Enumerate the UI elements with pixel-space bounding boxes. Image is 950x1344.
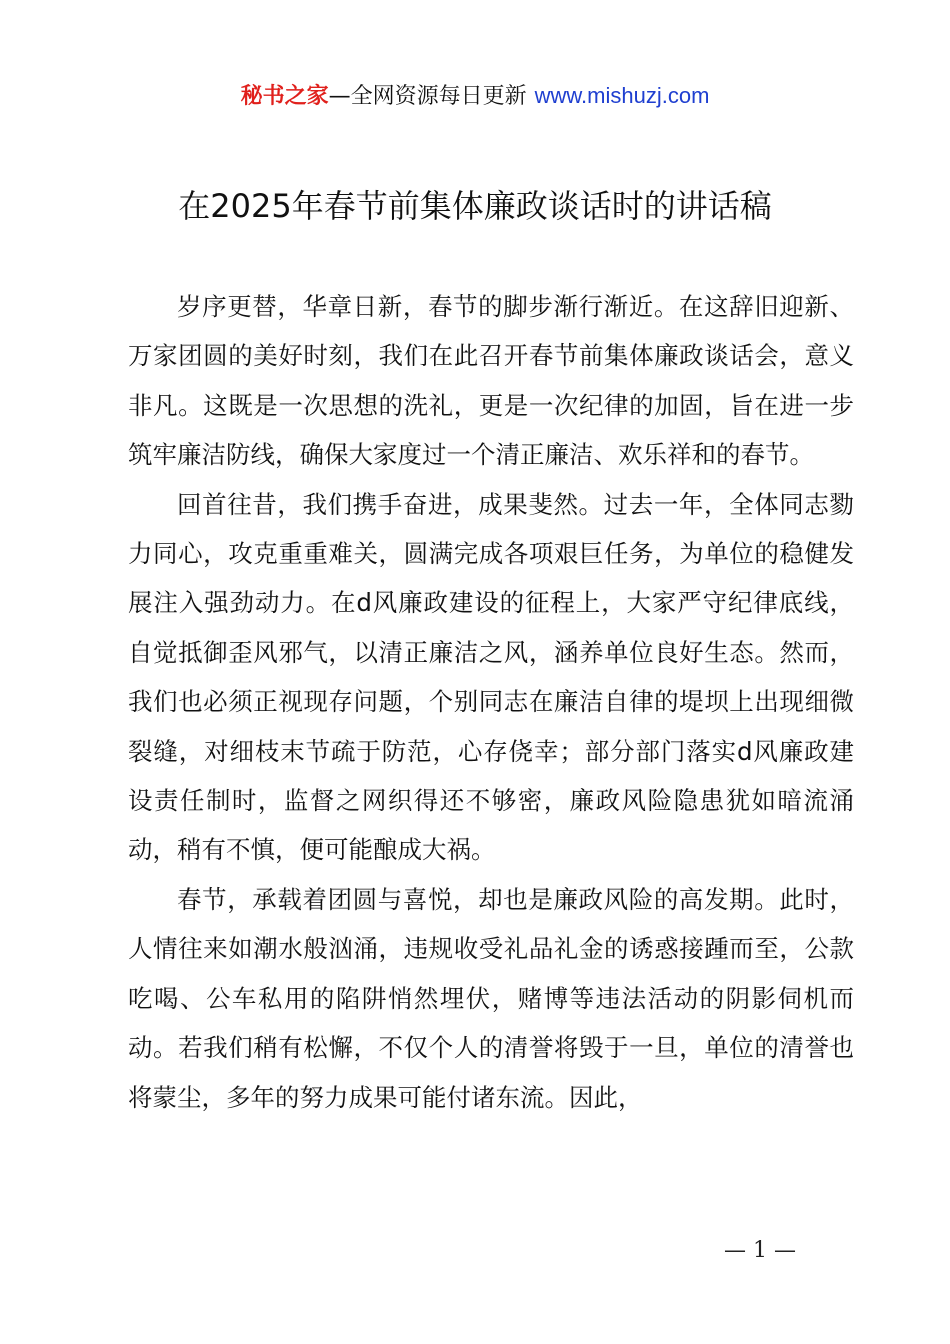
site-url-link[interactable]: www.mishuzj.com [534, 83, 710, 108]
body-paragraph-3: 春节，承载着团圆与喜悦，却也是廉政风险的高发期。此时，人情往来如潮水般汹涌，违规收受礼品礼金的诱惑接踵而至，公款吃喝、公车私用的陷阱悄然埋伏，赌博等违法活动的阴影伺机而动。若我们稍有松懈，不仅个人的清誉将毁于一旦，单位的清誉也将蒙尘，多年的努力成果可能付诸东流。因此， [128, 884, 854, 1112]
body-paragraph-1: 岁序更替，华章日新，春节的脚步渐行渐近。在这辞旧迎新、万家团圆的美好时刻，我们在此召开春节前集体廉政谈话会，意义非凡。这既是一次思想的洗礼，更是一次纪律的加固，旨在进一步筑牢廉洁防线，确保大家度过一个清正廉洁、欢乐祥和的春节。 [128, 292, 854, 470]
site-brand: 秘书之家 [240, 84, 329, 109]
site-header-banner [0, 80, 950, 113]
site-tagline: —全网资源每日更新 [328, 84, 527, 109]
document-body [128, 282, 854, 1122]
document-title: 在2025年春节前集体廉政谈话时的讲话稿 [178, 187, 772, 225]
body-paragraph-2: 回首往昔，我们携手奋进，成果斐然。过去一年，全体同志勠力同心，攻克重重难关，圆满完成各项艰巨任务，为单位的稳健发展注入强劲动力。在d风廉政建设的征程上，大家严守纪律底线，自觉抵御歪风邪气，以清正廉洁之风，涵养单位良好生态。然而，我们也必须正视现存问题，个别同志在廉洁自律的堤坝上出现细微裂缝，对细枝末节疏于防范，心存侥幸；部分部门落实d风廉政建设责任制时，监督之网织得还不够密，廉政风险隐患犹如暗流涌动，稍有不慎，便可能酿成大祸。 [128, 489, 854, 865]
page-number: — 1 — [724, 1238, 796, 1263]
